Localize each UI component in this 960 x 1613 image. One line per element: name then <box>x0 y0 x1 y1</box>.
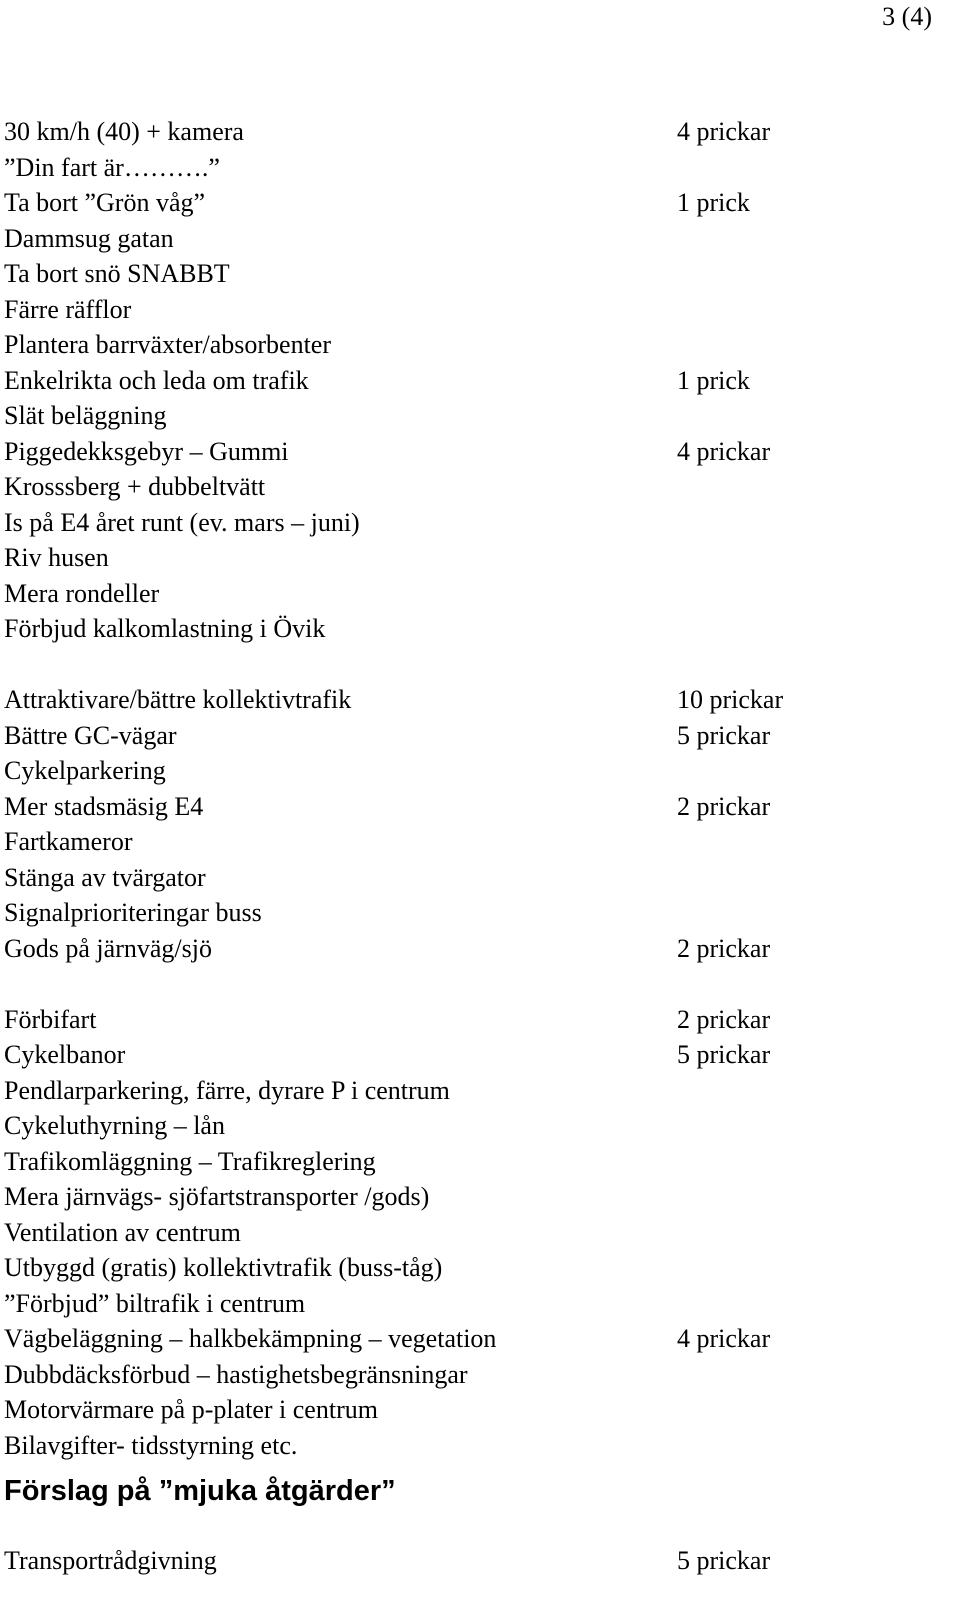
list-item <box>4 1144 924 1180</box>
list-item <box>4 398 924 434</box>
list-item <box>4 1321 924 1357</box>
dot-count: 5 prickar <box>677 1546 771 1575</box>
measure-text: Mera rondeller <box>4 578 160 608</box>
measure-text: Krosssberg + dubbeltvätt <box>4 472 266 501</box>
dot-count: 5 prickar <box>677 1040 771 1069</box>
measure-text: Cykelparkering <box>4 756 166 785</box>
measure-text: Enkelrikta och leda om trafik <box>4 365 309 395</box>
measure-text: Bättre GC-vägar <box>4 720 177 750</box>
list-item <box>4 1286 924 1322</box>
measure-text: Färre räfflor <box>4 294 132 324</box>
list-item <box>4 718 924 754</box>
list-item <box>4 1179 924 1215</box>
list-item <box>4 114 924 150</box>
measure-text: Is på E4 året runt (ev. mars – juni) <box>4 507 360 537</box>
measure-text: Stänga av tvärgator <box>4 862 206 892</box>
list-item <box>4 540 924 576</box>
dot-count: 2 prickar <box>677 1004 771 1034</box>
measure-text: Piggedekksgebyr – Gummi <box>4 436 289 466</box>
measure-text: Slät beläggning <box>4 401 167 430</box>
list-item <box>4 434 924 470</box>
list-item <box>4 1543 924 1579</box>
measures-section-1 <box>4 114 924 647</box>
list-item <box>4 292 924 328</box>
measure-text: Dammsug gatan <box>4 223 174 253</box>
measure-text: Attraktivare/bättre kollektivtrafik <box>4 685 352 714</box>
dot-count: 2 prickar <box>677 933 771 963</box>
list-item <box>4 327 924 363</box>
measure-text: Dubbdäcksförbud – hastighetsbegränsningar <box>4 1359 468 1389</box>
list-item <box>4 824 924 860</box>
measure-text: Trafikomläggning – Trafikreglering <box>4 1146 376 1176</box>
list-item <box>4 860 924 896</box>
measure-text: Cykeluthyrning – lån <box>4 1111 225 1140</box>
measures-section-3 <box>4 1002 924 1464</box>
dot-count: 4 prickar <box>677 1324 771 1353</box>
document-body <box>4 114 924 1579</box>
list-item <box>4 611 924 647</box>
list-item <box>4 576 924 612</box>
list-item <box>4 1215 924 1251</box>
list-item <box>4 895 924 931</box>
measure-text: Motorvärmare på p-plater i centrum <box>4 1395 378 1424</box>
dot-count: 1 prick <box>677 188 750 217</box>
list-item <box>4 1037 924 1073</box>
section-heading: Förslag på ”mjuka åtgärder” <box>4 1475 396 1507</box>
measure-text: Gods på järnväg/sjö <box>4 933 212 963</box>
list-item <box>4 256 924 292</box>
list-item <box>4 221 924 257</box>
measures-section-2 <box>4 682 924 966</box>
dot-count: 2 prickar <box>677 791 771 821</box>
dot-count: 4 prickar <box>677 436 771 466</box>
measure-text: ”Förbjud” biltrafik i centrum <box>4 1288 306 1318</box>
list-item <box>4 931 924 967</box>
list-item <box>4 469 924 505</box>
measure-text: 30 km/h (40) + kamera <box>4 117 244 146</box>
measure-text: Riv husen <box>4 543 109 572</box>
page-number: 3 (4) <box>882 2 932 31</box>
list-item <box>4 753 924 789</box>
soft-measures-section <box>4 1543 924 1579</box>
list-item <box>4 505 924 541</box>
section-spacer <box>4 1509 924 1543</box>
measure-text: Transportrådgivning <box>4 1546 217 1575</box>
measure-text: Utbyggd (gratis) kollektivtrafik (buss-tåg) <box>4 1253 443 1282</box>
measure-text: Ventilation av centrum <box>4 1217 241 1247</box>
list-item <box>4 1250 924 1286</box>
measure-text: Vägbeläggning – halkbekämpning – vegetation <box>4 1324 497 1353</box>
measure-text: Mera järnvägs- sjöfartstransporter /gods) <box>4 1182 430 1211</box>
list-item <box>4 1108 924 1144</box>
list-item <box>4 1428 924 1464</box>
list-item <box>4 150 924 186</box>
dot-count: 5 prickar <box>677 720 771 750</box>
measure-text: Cykelbanor <box>4 1040 126 1069</box>
list-item <box>4 1392 924 1428</box>
measure-text: Ta bort ”Grön våg” <box>4 188 206 217</box>
measure-text: Signalprioriteringar buss <box>4 898 262 927</box>
measure-text: Bilavgifter- tidsstyrning etc. <box>4 1430 298 1460</box>
measure-text: Mer stadsmäsig E4 <box>4 791 204 821</box>
measure-text: Fartkameror <box>4 827 133 856</box>
measure-text: ”Din fart är……….” <box>4 152 220 182</box>
list-item <box>4 1002 924 1038</box>
dot-count: 4 prickar <box>677 117 771 146</box>
dot-count: 1 prick <box>677 365 750 395</box>
measure-text: Plantera barrväxter/absorbenter <box>4 330 332 359</box>
section-spacer <box>4 966 924 1002</box>
measure-text: Förbifart <box>4 1004 97 1034</box>
list-item <box>4 1357 924 1393</box>
measure-text: Förbjud kalkomlastning i Övik <box>4 614 326 643</box>
list-item <box>4 1073 924 1109</box>
list-item <box>4 185 924 221</box>
list-item <box>4 682 924 718</box>
list-item <box>4 363 924 399</box>
section-spacer <box>4 647 924 683</box>
dot-count: 10 prickar <box>677 685 784 714</box>
list-item <box>4 789 924 825</box>
measure-text: Pendlarparkering, färre, dyrare P i centrum <box>4 1075 450 1105</box>
measure-text: Ta bort snö SNABBT <box>4 259 230 288</box>
